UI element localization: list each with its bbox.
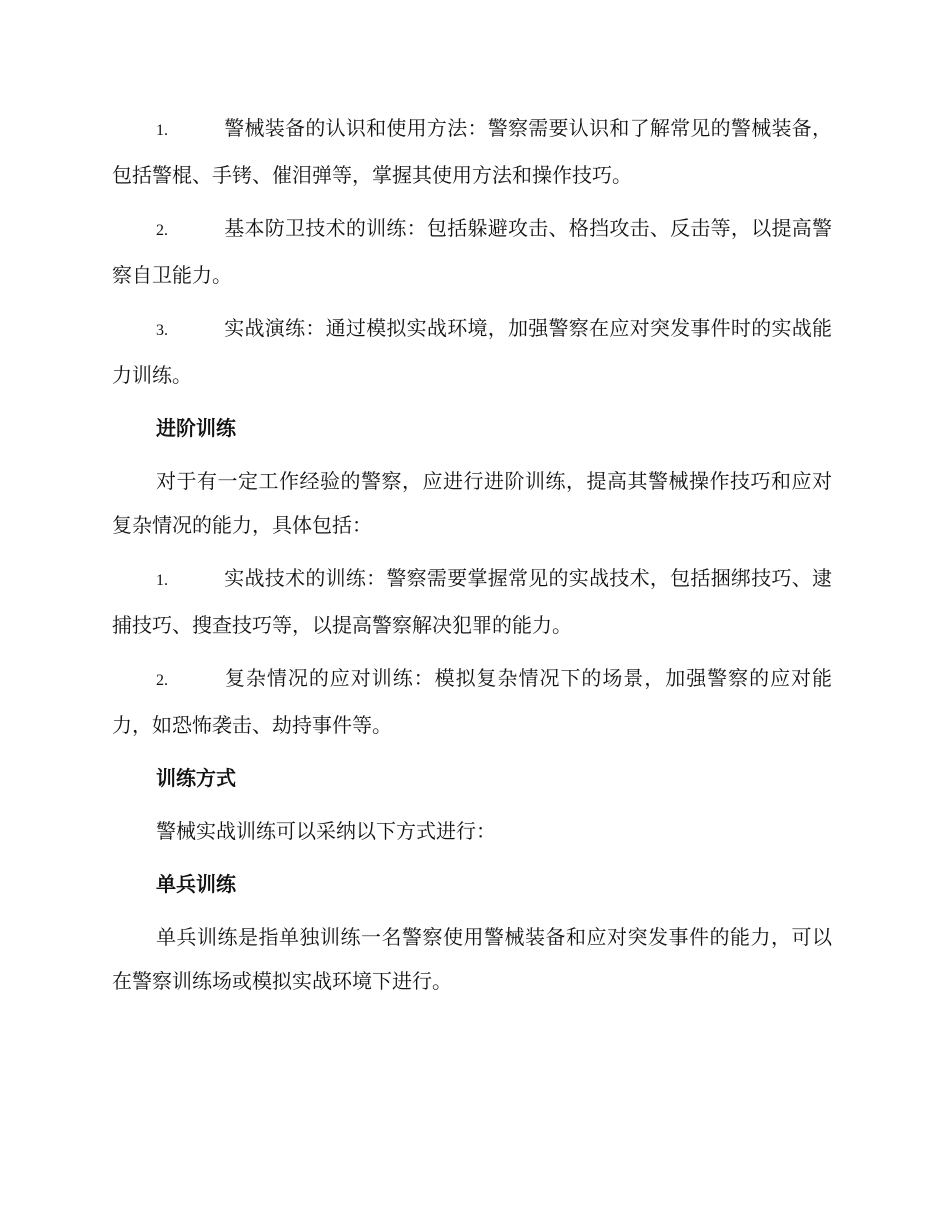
list-item [112,556,832,647]
list-number: 2. [156,672,168,689]
list-item-text: 实战演练：通过模拟实战环境，加强警察在应对突发事件时的实战能力训练。 [112,316,832,387]
paragraph: 单兵训练是指单独训练一名警察使用警械装备和应对突发事件的能力，可以在警察训练场或模拟实战环境下进行。 [112,925,832,993]
list-number: 1. [156,122,168,139]
section-heading-training-methods: 训练方式 [156,766,236,790]
list-item [112,306,832,397]
section-heading-individual-training: 单兵训练 [156,872,236,896]
document-body [112,106,832,1012]
list-item-text: 实战技术的训练：警察需要掌握常见的实战技术，包括捆绑技巧、逮捕技巧、搜查技巧等，以提高警察解决犯罪的能力。 [112,566,832,637]
paragraph: 警械实战训练可以采纳以下方式进行： [156,819,496,843]
list-number: 2. [156,222,168,239]
list-item [112,106,832,197]
list-item-text: 基本防卫技术的训练：包括躲避攻击、格挡攻击、反击等，以提高警察自卫能力。 [112,216,832,287]
list-item-text: 警械装备的认识和使用方法：警察需要认识和了解常见的警械装备，包括警棍、手铐、催泪弹等，掌握其使用方法和操作技巧。 [112,116,832,187]
list-item-text: 复杂情况的应对训练：模拟复杂情况下的场景，加强警察的应对能力，如恐怖袭击、劫持事件等。 [112,666,832,737]
list-number: 3. [156,322,168,339]
list-item [112,206,832,297]
section-heading-advanced-training: 进阶训练 [156,416,236,440]
list-item [112,656,832,747]
list-number: 1. [156,572,168,589]
paragraph: 对于有一定工作经验的警察，应进行进阶训练，提高其警械操作技巧和应对复杂情况的能力，具体包括： [112,469,832,537]
